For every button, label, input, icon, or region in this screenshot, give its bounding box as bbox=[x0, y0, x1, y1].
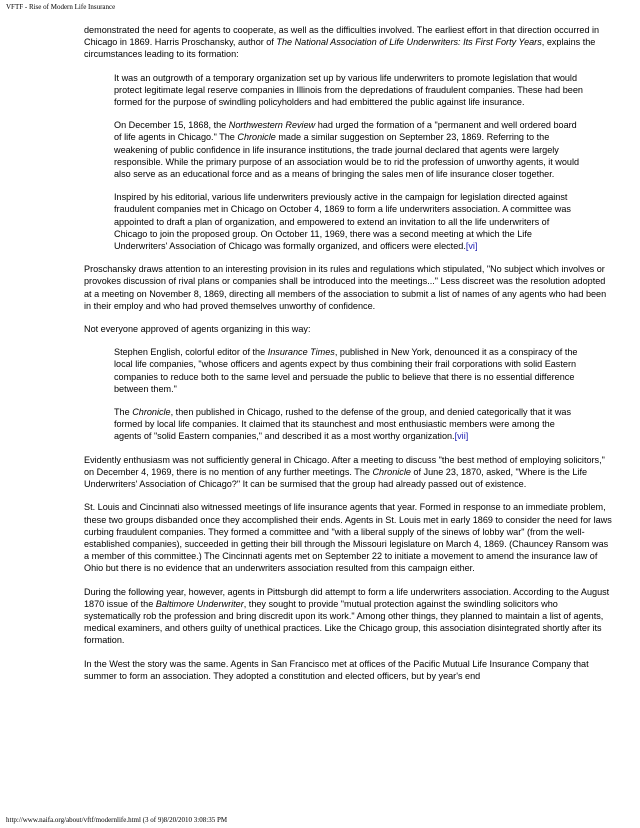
text-run: demonstrated the need for agents to cooperate, as well as the difficulties involved. The earliest effort in that direction occurred in Chicago in 1869. Harris Proschansky, author of bbox=[84, 25, 600, 48]
text-run: had urged the formation of a "permanent and well ordered board of life agents in Chicago." The bbox=[114, 120, 577, 143]
document-body bbox=[84, 24, 614, 682]
text-run: Evidently enthusiasm was not sufficiently general in Chicago. After a meeting to discuss "the best method of employing solicitors," on December 4, 1969, there is no mention of any further meetings. The bbox=[84, 454, 605, 477]
blockquote-4 bbox=[84, 346, 584, 395]
publication-title: Chronicle bbox=[237, 132, 276, 143]
publication-title: Insurance Times bbox=[267, 347, 335, 358]
blockquote-5 bbox=[84, 406, 584, 443]
blockquote-2 bbox=[84, 119, 584, 180]
paragraph-intro bbox=[84, 24, 614, 61]
text-run: During the following year, however, agents in Pittsburgh did attempt to form a life underwriters association. According to the August 1870 issue of the bbox=[84, 586, 610, 609]
paragraph-chicago bbox=[84, 454, 614, 491]
paragraph-west: In the West the story was the same. Agents in San Francisco met at offices of the Pacific Mutual Life Insurance Company that summer to form an association. They adopted a constitution and elected officers, but by year's end bbox=[84, 658, 589, 681]
text-run: On December 15, 1868, the bbox=[114, 120, 229, 131]
footnote-link-vi[interactable]: [vi] bbox=[465, 241, 478, 252]
paragraph-st-louis: St. Louis and Cincinnati also witnessed meetings of life insurance agents that year. Formed in response to an immediate problem, these two groups disbanded once they accomplished their ends. Agents in St. Louis met in early 1869 to consider the need for laws curbing fraudulent companies. They formed a committee and "with a liberal supply of the sinews of lobby war" (from the well-established companies), succeeded in getting their bill through the Missouri legislature on March 4, 1869. (Chauncey Ransom was a member of this committee.) The Cincinnati agents met on September 22 to initiate a movement to amend the insurance law of Ohio but there is no evidence that an underwriters association resulted from this campaign either. bbox=[84, 502, 612, 574]
blockquote-3 bbox=[84, 191, 584, 252]
page-header: VFTF - Rise of Modern Life Insurance bbox=[6, 3, 116, 11]
text-run: Stephen English, colorful editor of the bbox=[114, 347, 268, 358]
blockquote-1: It was an outgrowth of a temporary organization set up by various life underwriters to promote legislation that would protect legitimate legal reserve companies in Illinois from the depredations of fraudulent companies. These had been formed for the purpose of swindling policyholders and had embittered the public against life insurance. bbox=[114, 72, 583, 108]
paragraph-disapproval: Not everyone approved of agents organizing in this way: bbox=[84, 324, 311, 335]
text-run: , published in New York, denounced it as a conspiracy of the local life companies, "whose officers and agents expect by thus combining their frail corporations with solid Eastern companies to reduce both to the same level and persuade the public to believe that there is no essential difference between them." bbox=[114, 347, 578, 394]
page-footer-url: http://www.naifa.org/about/vftf/modernlife.html (3 of 9)8/20/2010 3:08:35 PM bbox=[6, 816, 228, 824]
publication-title: Baltimore Underwriter bbox=[155, 598, 244, 609]
paragraph-rules: Proschansky draws attention to an interesting provision in its rules and regulations which stipulated, "No subject which involves or provokes discussion of rival plans or companies shall be introduced into the meetings..." Less discreet was the resolution adopted at a meeting on November 8, 1869, directing all members of the association to submit a list of names of any agents who had been in their employ and who had proved themselves unworthy of confidence. bbox=[84, 264, 607, 311]
publication-title: Chronicle bbox=[372, 466, 411, 477]
text-run: , explains the circumstances leading to its formation: bbox=[84, 37, 596, 60]
publication-title: Northwestern Review bbox=[228, 120, 316, 131]
paragraph-pittsburgh bbox=[84, 586, 614, 647]
text-run: made a similar suggestion on September 23, 1869. Referring to the weakening of public confidence in life insurance institutions, the trade journal declared that agents were largely responsible. While the primary purpose of an association would be to rid the profession of unworthy agents, it would also serve as an educational force and as a means of bringing the sales men of life insurance closer together. bbox=[114, 132, 580, 180]
publication-title: Chronicle bbox=[132, 407, 171, 418]
footnote-link-vii[interactable]: [vii] bbox=[454, 431, 469, 442]
text-run: , they sought to provide "mutual protection against the swindling solicitors who systematically rob the profession and bring discredit upon its work." Among other things, they planned to maintain a list of agents, medical examiners, and others guilty of unethical practices. Like the Chicago group, this association disintegrated shortly after its formation. bbox=[84, 598, 604, 646]
text-run: , then published in Chicago, rushed to the defense of the group, and denied categorically that it was formed by local life companies. It claimed that its staunchest and most enthusiastic members were among the agents of "solid Eastern companies," and described it as a most worthy organization. bbox=[114, 407, 572, 442]
book-title: The National Association of Life Underwriters: Its First Forty Years bbox=[276, 37, 542, 48]
text-run: Inspired by his editorial, various life underwriters previously active in the campaign for legislation directed against fraudulent companies met in Chicago on October 4, 1869 to form a life underwriters association. A committee was appointed to draft a plan of organization, and empowered to extend an invitation to all the life underwriters of Chicago to join the proposed group. On October 11, 1969, there was a second meeting at which the Life Underwriters' Association of Chicago was formally organized, and officers were elected. bbox=[114, 192, 571, 252]
text-run: of June 23, 1870, asked, "Where is the Life Underwriters' Association of Chicago?" It can be surmised that the group had already passed out of existence. bbox=[84, 466, 588, 490]
text-run: The bbox=[114, 407, 133, 418]
